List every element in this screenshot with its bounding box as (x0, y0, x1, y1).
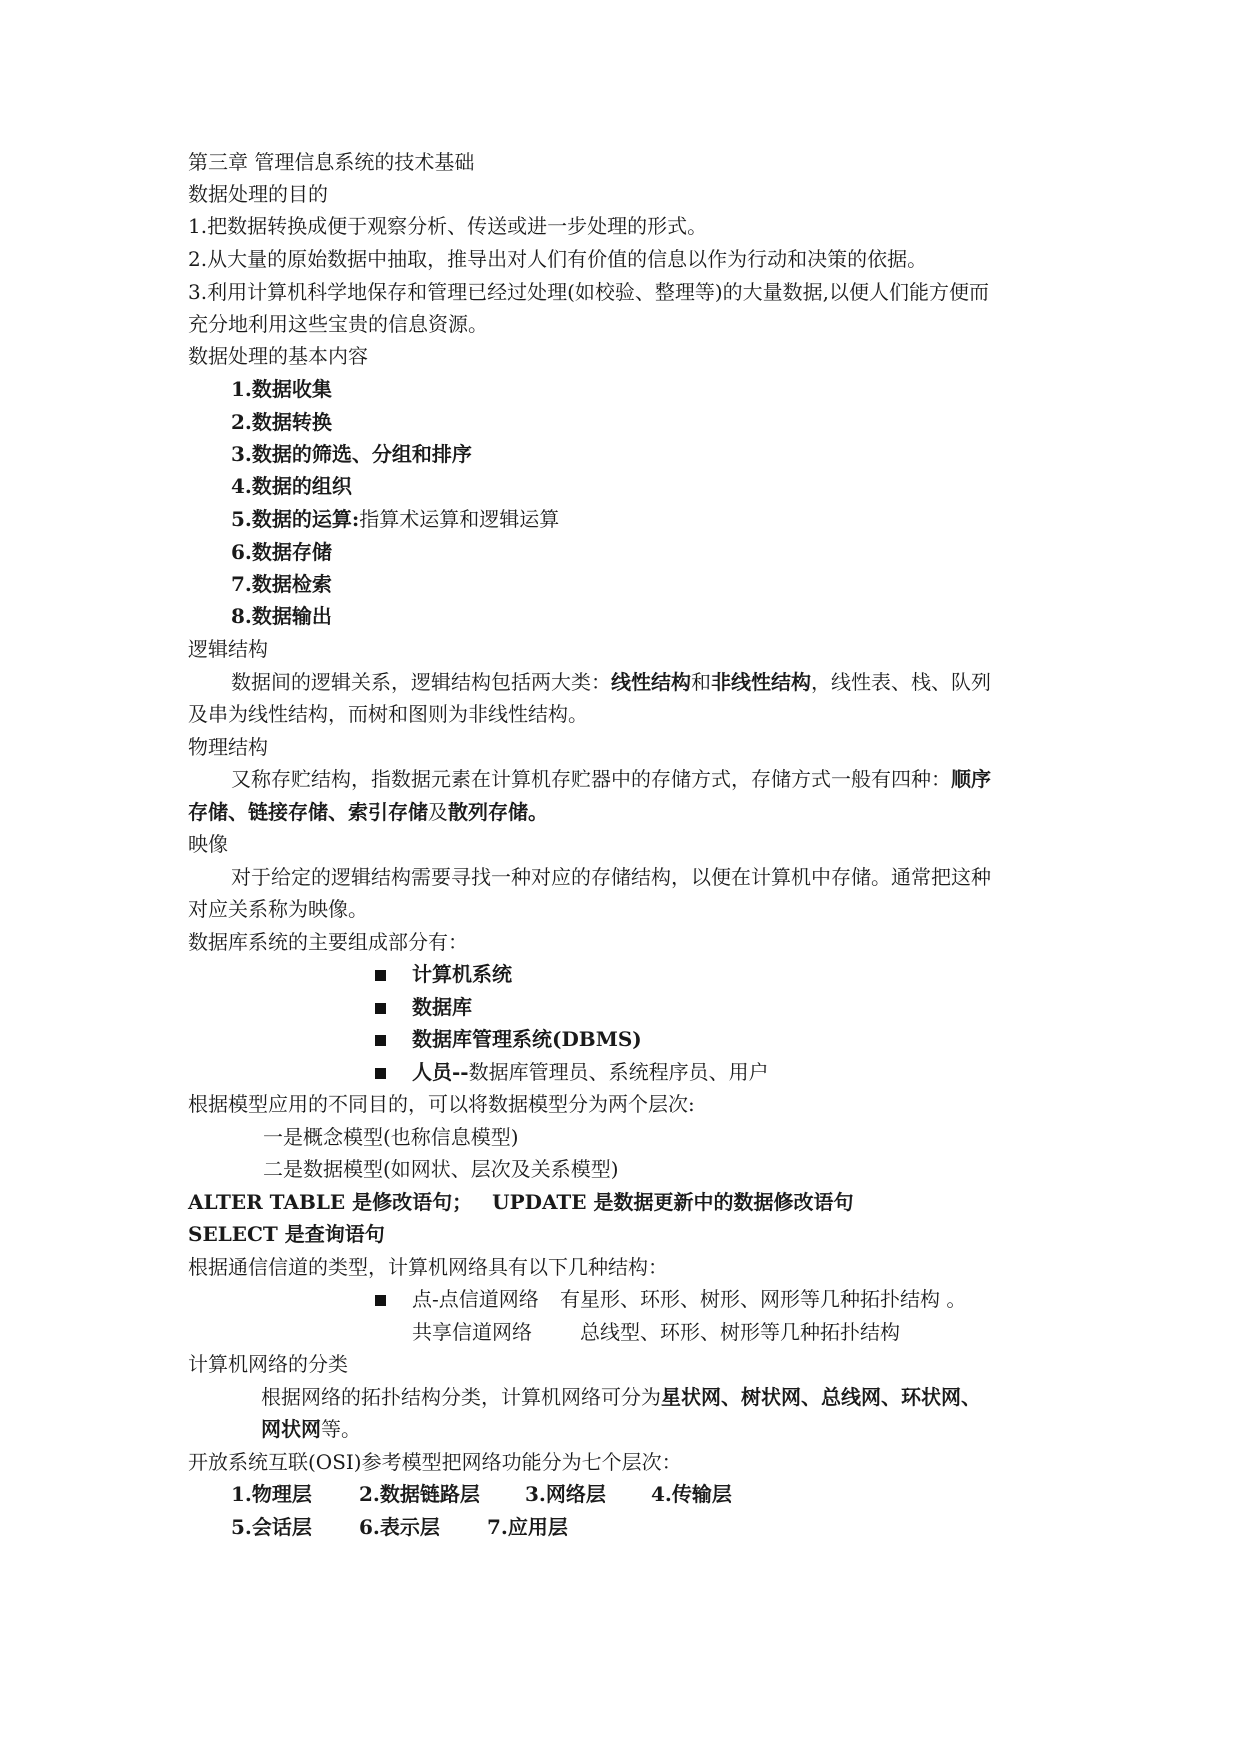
basic-item-label: 3.数据的筛选、分组和排序 (231, 442, 472, 466)
db-component-desc: 数据库管理员、系统程序员、用户 (468, 1060, 769, 1084)
physical-term: 散列存储。 (448, 800, 548, 824)
net-class-text: 根据网络的拓扑结构分类，计算机网络可分为 (261, 1385, 661, 1409)
basic-item-label: 6.数据存储 (231, 540, 332, 564)
basic-item (231, 536, 332, 568)
basic-item (231, 406, 332, 438)
net-class-line2 (261, 1413, 361, 1445)
purpose-item-3-cont: 充分地利用这些宝贵的信息资源。 (188, 312, 488, 336)
db-component-item (375, 991, 472, 1023)
square-bullet-icon (375, 1035, 386, 1046)
channel-type: 共享信道网络 (412, 1320, 532, 1344)
basic-item (231, 600, 332, 632)
mapping-para-line1: 对于给定的逻辑结构需要寻找一种对应的存储结构，以便在计算机中存储。通常把这种 (231, 865, 991, 889)
osi-layer: 4.传输层 (651, 1482, 732, 1506)
basic-item (231, 568, 332, 600)
basic-item-label: 7.数据检索 (231, 572, 332, 596)
basic-item-label: 2.数据转换 (231, 410, 332, 434)
db-component-label: 人员-- (412, 1060, 469, 1084)
db-component-item (375, 1056, 769, 1088)
osi-layer: 6.表示层 (359, 1515, 440, 1539)
physical-text: 及 (428, 800, 448, 824)
sql-line-1 (188, 1186, 853, 1218)
purpose-item-3: 3.利用计算机科学地保存和管理已经过处理(如校验、整理等)的大量数据,以便人们能方便而 (188, 280, 990, 304)
data-model-heading: 根据模型应用的不同目的，可以将数据模型分为两个层次: (188, 1092, 695, 1116)
osi-layer: 2.数据链路层 (359, 1482, 480, 1506)
linear-structure-term: 线性结构 (611, 670, 691, 694)
osi-row-2 (231, 1511, 568, 1543)
osi-layer: 1.物理层 (231, 1482, 312, 1506)
physical-text: 又称存贮结构，指数据元素在计算机存贮器中的存储方式，存储方式一般有四种： (231, 767, 951, 791)
physical-term: 顺序 (951, 767, 991, 791)
basic-item-label: 5.数据的运算: (231, 507, 360, 531)
logical-text: 数据间的逻辑关系，逻辑结构包括两大类： (231, 670, 611, 694)
net-class-terms: 星状网、树状网、总线网、环状网、 (661, 1385, 981, 1409)
channel-heading: 根据通信信道的类型，计算机网络具有以下几种结构： (188, 1255, 668, 1279)
square-bullet-icon (375, 1068, 386, 1079)
logical-para-line1 (231, 666, 991, 698)
channel-desc: 有星形、环形、树形、网形等几种拓扑结构 。 (560, 1287, 967, 1311)
physical-para-line2 (188, 796, 548, 828)
update-note: UPDATE 是数据更新中的数据修改语句 (492, 1190, 854, 1214)
basic-item-desc: 指算术运算和逻辑运算 (359, 507, 560, 531)
data-model-item: 二是数据模型(如网状、层次及关系模型) (263, 1157, 619, 1181)
basic-item (231, 438, 472, 470)
chapter-title: 第三章 管理信息系统的技术基础 (188, 150, 475, 174)
alter-table-note: ALTER TABLE 是修改语句； (188, 1190, 473, 1214)
purpose-heading: 数据处理的目的 (188, 182, 328, 206)
logical-text: ，线性表、栈、队列 (811, 670, 991, 694)
nonlinear-structure-term: 非线性结构 (711, 670, 811, 694)
osi-heading: 开放系统互联(OSI)参考模型把网络功能分为七个层次： (188, 1450, 682, 1474)
mapping-heading: 映像 (188, 832, 228, 856)
physical-heading: 物理结构 (188, 735, 268, 759)
basic-item (231, 503, 559, 535)
db-component-label: 计算机系统 (412, 962, 512, 986)
logical-text: 和 (691, 670, 711, 694)
db-component-item (375, 1023, 642, 1055)
square-bullet-icon (375, 1295, 386, 1306)
physical-term: 存储、链接存储、索引存储 (188, 800, 428, 824)
basic-item-label: 8.数据输出 (231, 604, 332, 628)
channel-desc: 总线型、环形、树形等几种拓扑结构 (580, 1320, 900, 1344)
square-bullet-icon (375, 1003, 386, 1014)
osi-layer: 5.会话层 (231, 1515, 312, 1539)
osi-layer: 7.应用层 (487, 1515, 568, 1539)
db-component-label: 数据库 (412, 995, 472, 1019)
square-bullet-icon (375, 970, 386, 981)
db-component-item (375, 958, 512, 990)
mapping-para-line2: 对应关系称为映像。 (188, 897, 368, 921)
net-class-text: 等。 (321, 1417, 361, 1441)
basic-item (231, 373, 332, 405)
basic-content-heading: 数据处理的基本内容 (188, 344, 368, 368)
db-component-label: 数据库管理系统(DBMS) (412, 1027, 642, 1051)
channel-row-1 (375, 1283, 966, 1315)
net-class-heading: 计算机网络的分类 (188, 1352, 348, 1376)
channel-row-2 (412, 1316, 900, 1348)
basic-item-label: 1.数据收集 (231, 377, 332, 401)
osi-row-1 (231, 1478, 732, 1510)
purpose-item-2: 2.从大量的原始数据中抽取，推导出对人们有价值的信息以作为行动和决策的依据。 (188, 247, 928, 271)
sql-line-2: SELECT 是查询语句 (188, 1222, 385, 1246)
logical-para-line2: 及串为线性结构，而树和图则为非线性结构。 (188, 702, 588, 726)
basic-item-label: 4.数据的组织 (231, 474, 352, 498)
channel-type: 点-点信道网络 (412, 1287, 539, 1311)
basic-item (231, 470, 352, 502)
data-model-item: 一是概念模型(也称信息模型) (263, 1125, 519, 1149)
physical-para-line1 (231, 763, 991, 795)
db-components-heading: 数据库系统的主要组成部分有： (188, 930, 468, 954)
purpose-item-1: 1.把数据转换成便于观察分析、传送或进一步处理的形式。 (188, 214, 708, 238)
logical-heading: 逻辑结构 (188, 637, 268, 661)
net-class-terms: 网状网 (261, 1417, 321, 1441)
net-class-line1 (261, 1381, 981, 1413)
osi-layer: 3.网络层 (525, 1482, 606, 1506)
